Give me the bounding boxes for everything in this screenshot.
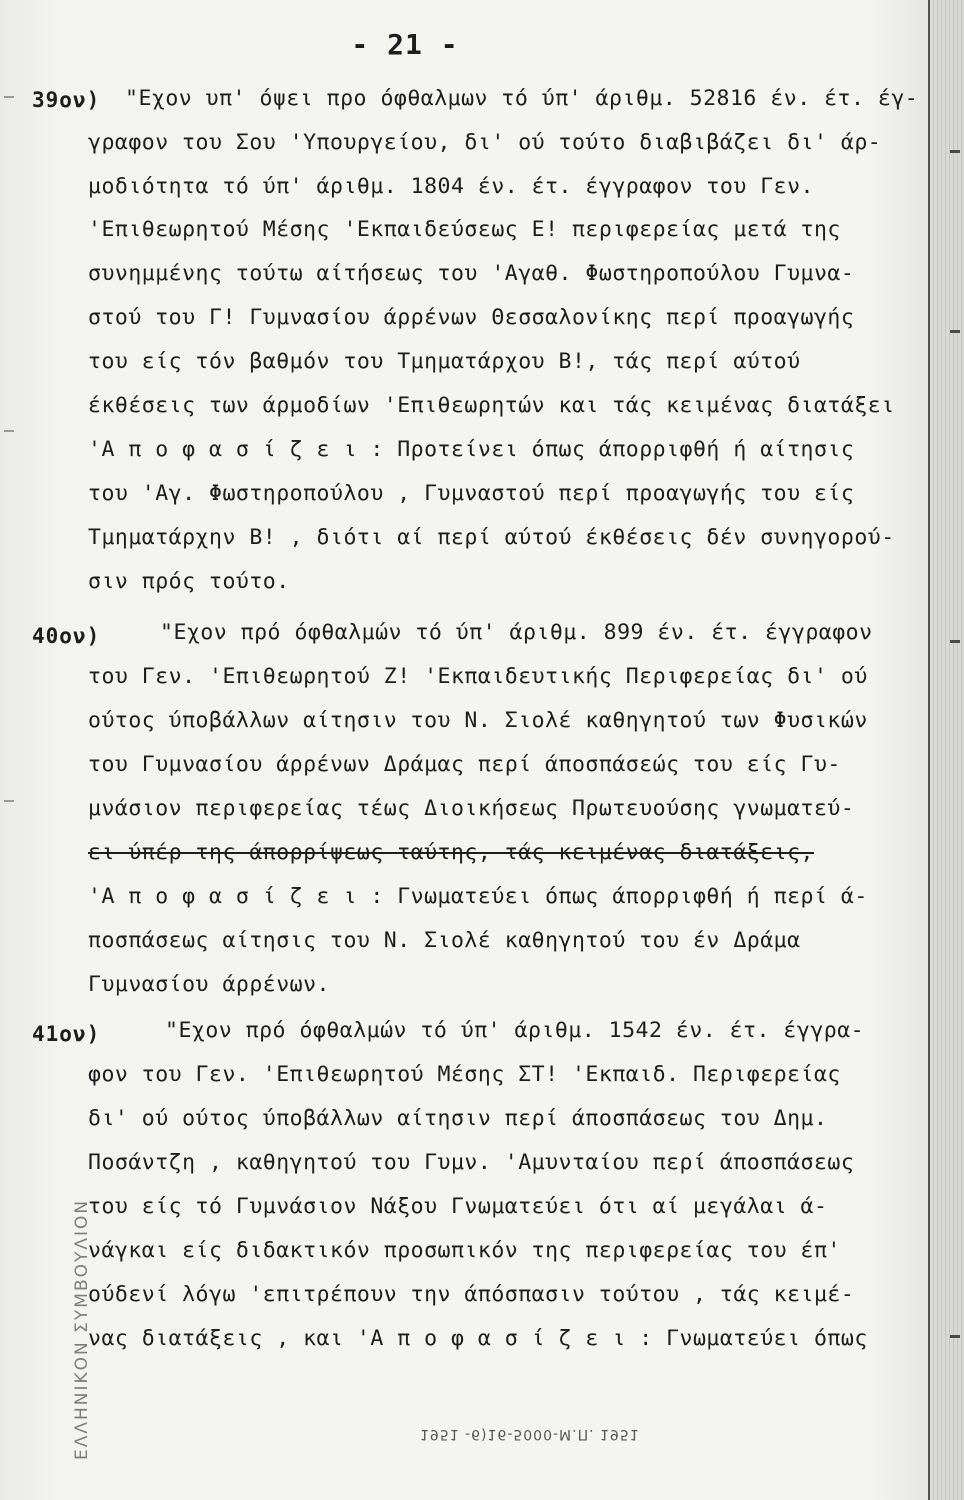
entry-number: 40ον): [32, 624, 101, 648]
text-line: του είς τό Γυμνάσιον Νάξου Γνωματεύει ότι αί μεγάλαι ά-: [88, 1194, 828, 1219]
text-line: ποσπάσεως αίτησις του Ν. Σιολέ καθηγητού του έν Δράμα: [88, 928, 801, 953]
binding-mark: [950, 640, 960, 643]
text-line: μνάσιον περιφερείας τέως Διοικήσεως Πρωτευούσης γνωματεύ-: [88, 796, 855, 821]
text-line: Τμηματάρχην Β! , διότι αί περί αύτού έκθέσεις δέν συνηγορού-: [88, 525, 895, 550]
text-line: συνημμένης τούτω αίτήσεως του 'Αγαθ. Φωστηροπούλου Γυμνα-: [88, 261, 855, 286]
text-line: του Γεν. 'Επιθεωρητού Ζ! 'Εκπαιδευτικής Περιφερείας δι' ού: [88, 664, 868, 689]
text-line: του 'Αγ. Φωστηροπούλου , Γυμναστού περί προαγωγής του είς: [88, 481, 855, 506]
text-line: "Εχον υπ' όψει προ όφθαλμων τό ύπ' άριθμ. 52816 έν. έτ. έγ-: [125, 86, 919, 111]
binding-mark: [950, 1335, 960, 1338]
text-line: μοδιότητα τό ύπ' άριθμ. 1804 έν. έτ. έγγραφον του Γεν.: [88, 174, 814, 199]
text-line: 'Α π ο φ α σ ί ζ ε ι : Προτείνει όπως άπορριφθή ή αίτησις: [88, 437, 855, 462]
margin-tick: [4, 800, 14, 802]
text-line: έκθέσεις των άρμοδίων 'Επιθεωρητών και τάς κειμένας διατάξει: [88, 393, 895, 418]
text-line: δι' ού ούτος ύποβάλλων αίτησιν περί άποσπάσεως του Δημ.: [88, 1106, 828, 1131]
print-footer: 1951 -6)16-5000-M.Π. 1951: [420, 1426, 640, 1442]
text-line: φον του Γεν. 'Επιθεωρητού Μέσης ΣΤ! 'Εκπαιδ. Περιφερείας: [88, 1062, 841, 1087]
text-line: του είς τόν βαθμόν του Τμηματάρχου Β!, τάς περί αύτού: [88, 349, 801, 374]
text-line: νας διατάξεις , και 'Α π ο φ α σ ί ζ ε ι : Γνωματεύει όπως: [88, 1326, 868, 1351]
binding-mark: [950, 150, 960, 153]
text-line: Ποσάντζη , καθηγητού του Γυμν. 'Αμυνταίου περί άποσπάσεως: [88, 1150, 855, 1175]
page-number: - 21 -: [351, 28, 459, 61]
text-line: 'Α π ο φ α σ ί ζ ε ι : Γνωματεύει όπως άπορριφθή ή περί ά-: [88, 884, 868, 909]
margin-tick: [4, 430, 14, 432]
entry-number: 39ον): [32, 88, 101, 112]
binding-edge: [928, 0, 964, 1500]
margin-stamp: ΕΛΛΗΝΙΚΟΝ ΣΥΜΒΟΥΛΙΟΝ: [72, 1198, 92, 1460]
text-line: "Εχον πρό όφθαλμών τό ύπ' άριθμ. 1542 έν. έτ. έγγρα-: [165, 1018, 865, 1043]
text-line: γραφον του Σου 'Υπουργείου, δι' ού τούτο διαβιβάζει δι' άρ-: [88, 130, 882, 155]
text-line: στού του Γ! Γυμνασίου άρρένων Θεσσαλονίκης περί προαγωγής: [88, 305, 855, 330]
text-line: ούτος ύποβάλλων αίτησιν του Ν. Σιολέ καθηγητού των Φυσικών: [88, 708, 868, 733]
text-line: του Γυμνασίου άρρένων Δράμας περί άποσπάσεώς του είς Γυ-: [88, 752, 841, 777]
margin-tick: [4, 96, 14, 98]
text-line: νάγκαι είς διδακτικόν προσωπικόν της περιφερείας του έπ': [88, 1238, 841, 1263]
text-line: σιν πρός τούτο.: [88, 569, 290, 594]
text-line: ει ύπέρ της άπορρίψεως ταύτης, τάς κειμένας διατάξεις,: [88, 840, 814, 865]
text-line: ούδενί λόγω 'επιτρέπουν την άπόσπασιν τούτου , τάς κειμέ-: [88, 1282, 855, 1307]
entry-number: 41ον): [32, 1022, 101, 1046]
text-line: "Εχον πρό όφθαλμών τό ύπ' άριθμ. 899 έν. έτ. έγγραφον: [160, 620, 873, 645]
text-line: Γυμνασίου άρρένων.: [88, 972, 330, 997]
binding-mark: [950, 330, 960, 333]
text-line: 'Επιθεωρητού Μέσης 'Εκπαιδεύσεως Ε! περιφερείας μετά της: [88, 217, 841, 242]
